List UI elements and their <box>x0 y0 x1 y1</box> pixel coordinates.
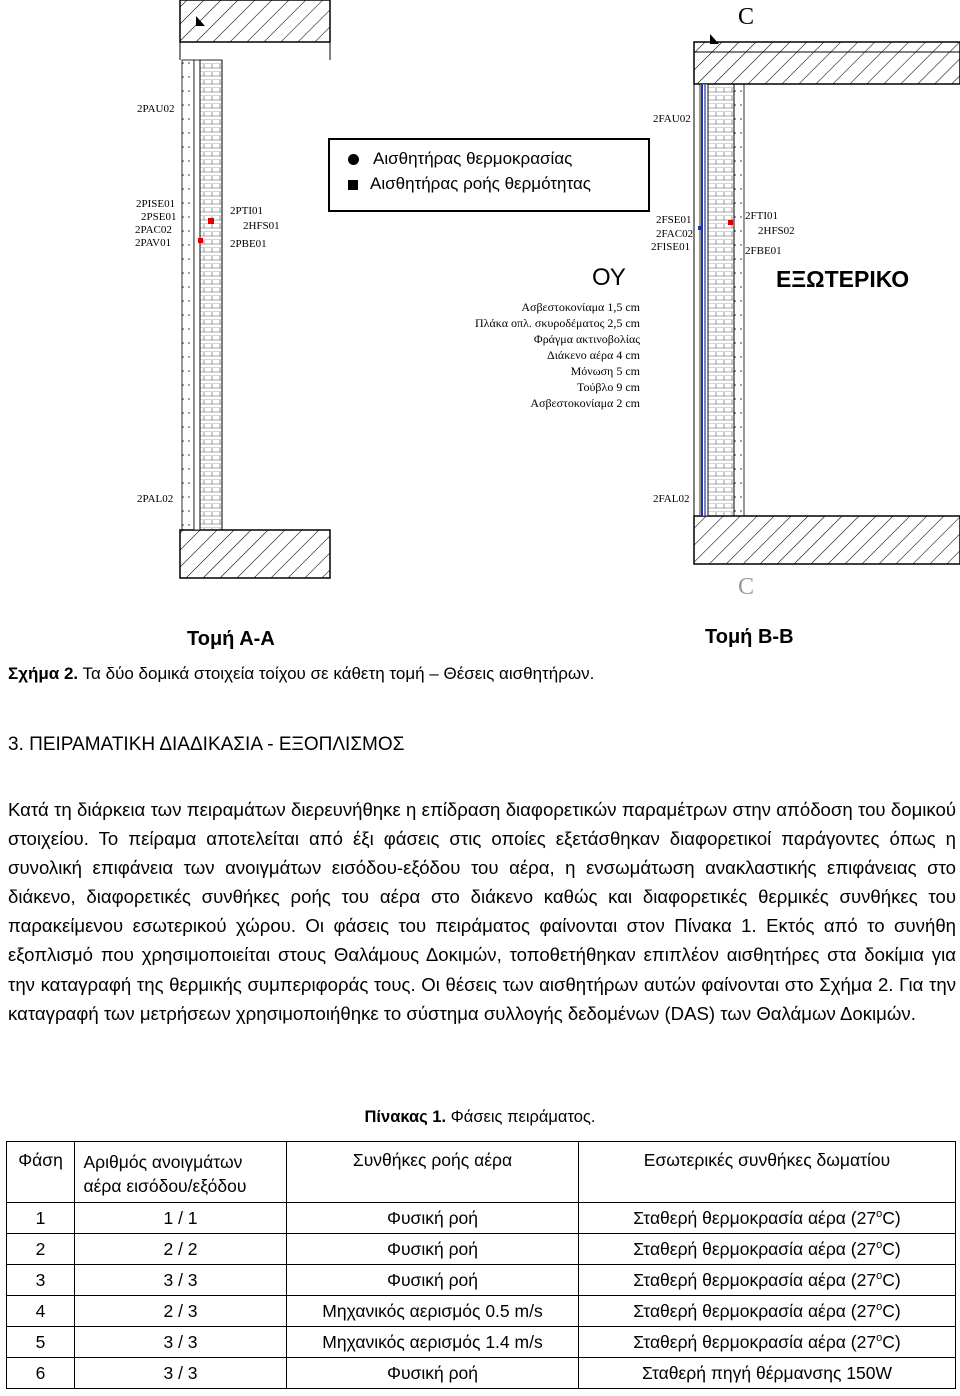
sensor-legend <box>328 138 650 212</box>
table-cell: 3 / 3 <box>75 1327 287 1358</box>
exterior-label-left: ΟΥ <box>592 264 626 291</box>
table-row <box>7 1203 956 1234</box>
table-cell: 3 <box>7 1265 75 1296</box>
table-cell: Φυσική ροή <box>287 1234 579 1265</box>
table-caption-label: Πίνακας 1. <box>364 1108 447 1126</box>
table-cell: Φυσική ροή <box>287 1203 579 1234</box>
table-cell: Μηχανικός αερισμός 0.5 m/s <box>287 1296 579 1327</box>
sensor-label: 2FAU02 <box>653 113 691 125</box>
table-caption <box>0 1108 960 1127</box>
table-cell: 2 / 3 <box>75 1296 287 1327</box>
sensor-label: 2PBE01 <box>230 238 267 250</box>
table-row <box>7 1265 956 1296</box>
figure-caption <box>8 664 594 684</box>
sensor-label: 2PAU02 <box>137 103 175 115</box>
table-row <box>7 1358 956 1389</box>
table-row <box>7 1234 956 1265</box>
section-letter-c-bottom: C <box>738 574 755 596</box>
table-cell: Σταθερή θερμοκρασία αέρα (27$^o$C) <box>579 1234 956 1265</box>
sensor-label: 2PAL02 <box>137 493 174 505</box>
section-letter-c: C <box>738 4 755 30</box>
sensor-label: 2FAL02 <box>653 493 690 505</box>
table-cell: 2 <box>7 1234 75 1265</box>
table-header-cell: Αριθμός ανοιγμάτων αέρα εισόδου/εξόδου <box>75 1142 287 1203</box>
table-cell: Σταθερή θερμοκρασία αέρα (27$^o$C) <box>579 1327 956 1358</box>
section-b-title: Τομή Β-Β <box>705 626 794 648</box>
table-header-cell: Φάση <box>7 1142 75 1203</box>
section-a-title: Τομή Α-Α <box>187 628 275 650</box>
table-cell: Σταθερή πηγή θέρμανσης 150W <box>579 1358 956 1389</box>
sensor-label: 2FSE01 <box>656 214 692 226</box>
table-cell: Σταθερή θερμοκρασία αέρα (27$^o$C) <box>579 1265 956 1296</box>
material-label: Φράγμα ακτινοβολίας <box>533 332 640 346</box>
section-heading: 3. ΠΕΙΡΑΜΑΤΙΚΗ ΔΙΑΔΙΚΑΣΙΑ - ΕΞΟΠΛΙΣΜΟΣ <box>8 734 405 755</box>
legend-heat-flux: Αισθητήρας ροής θερμότητας <box>370 174 591 193</box>
table-cell: 1 <box>7 1203 75 1234</box>
sensor-label: 2HFS02 <box>758 225 795 237</box>
table-cell: Μηχανικός αερισμός 1.4 m/s <box>287 1327 579 1358</box>
circle-marker-icon <box>348 154 359 165</box>
sensor-label: 2FISE01 <box>651 241 691 253</box>
table-header-cell: Εσωτερικές συνθήκες δωματίου <box>579 1142 956 1203</box>
material-label: Πλάκα οπλ. σκυροδέματος 2,5 cm <box>475 316 640 330</box>
exterior-label: ΕΞΩΤΕΡΙΚΟ <box>776 266 910 292</box>
material-label: Διάκενο αέρα 4 cm <box>546 348 640 362</box>
material-label: Ασβεστοκονίαμα 2 cm <box>530 396 640 410</box>
phases-table <box>6 1141 956 1389</box>
table-cell: 2 / 2 <box>75 1234 287 1265</box>
table-cell: 4 <box>7 1296 75 1327</box>
material-label: Ασβεστοκονίαμα 1,5 cm <box>521 300 640 314</box>
section-a-drawing <box>180 0 330 578</box>
legend-temperature: Αισθητήρας θερμοκρασίας <box>373 149 573 168</box>
table-cell: Φυσική ροή <box>287 1265 579 1296</box>
material-label: Μόνωση 5 cm <box>570 364 640 378</box>
table-caption-text: Φάσεις πειράματος. <box>446 1108 596 1126</box>
table-cell: 3 / 3 <box>75 1358 287 1389</box>
figure-caption-label: Σχήμα 2. <box>8 664 79 683</box>
table-cell: Φυσική ροή <box>287 1358 579 1389</box>
figure-caption-text: Τα δύο δομικά στοιχεία τοίχου σε κάθετη τομή – Θέσεις αισθητήρων. <box>78 664 595 683</box>
body-paragraph: Κατά τη διάρκεια των πειραμάτων διερευνήθηκε η επίδραση διαφορετικών παραμέτρων στην απόδοση του δομικού στοιχείου. Το πείραμα αποτελείται από έξι φάσεις στις οποίες εξετάσθηκαν διαφορετικοί παράγοντες όπως η συνολική επιφάνεια των ανοιγμάτων εισόδου-εξόδου του αέρα, η ενσωμάτωση ανακλαστικής επιφάνειας στο διάκενο, διαφορετικές συνθήκες ροής του αέρα στο διάκενο καθώς και διαφορετικές θερμικές συνθήκες του παρακείμενου εσωτερικού χώρου. Οι φάσεις του πειράματος φαίνονται στον Πίνακα 1. Εκτός από το συνήθη εξοπλισμό που χρησιμοποιείται στους Θαλάμους Δοκιμών, τοποθετήθηκαν επιπλέον αισθητήρες στα δοκίμια για την καταγραφή της θερμικής συμπεριφοράς τους. Οι θέσεις των αισθητήρων αυτών φαίνονται στο Σχήμα 2. Για την καταγραφή των μετρήσεων χρησιμοποιήθηκε το σύστημα συλλογής δεδομένων (DAS) των Θαλάμων Δοκιμών. <box>8 799 956 1024</box>
sensor-label: 2HFS01 <box>243 220 280 232</box>
table-header-row <box>7 1142 956 1203</box>
sensor-label: 2PTI01 <box>230 205 263 217</box>
sensor-label: 2PSE01 <box>141 211 177 223</box>
table-cell: 6 <box>7 1358 75 1389</box>
material-label: Τούβλο 9 cm <box>576 380 640 394</box>
table-cell: Σταθερή θερμοκρασία αέρα (27$^o$C) <box>579 1203 956 1234</box>
table-header-cell: Συνθήκες ροής αέρα <box>287 1142 579 1203</box>
table-row <box>7 1296 956 1327</box>
table-row <box>7 1327 956 1358</box>
sensor-label: 2PAV01 <box>135 237 172 249</box>
table-cell: Σταθερή θερμοκρασία αέρα (27$^o$C) <box>579 1296 956 1327</box>
sensor-label: 2FAC02 <box>656 228 694 240</box>
table-cell: 1 / 1 <box>75 1203 287 1234</box>
sensor-label: 2PISE01 <box>136 198 176 210</box>
square-marker-icon <box>348 180 358 190</box>
table-cell: 5 <box>7 1327 75 1358</box>
sensor-label: 2FBE01 <box>745 245 782 257</box>
sensor-label: 2FTI01 <box>745 210 778 222</box>
sensor-label: 2PAC02 <box>135 224 172 236</box>
table-cell: 3 / 3 <box>75 1265 287 1296</box>
